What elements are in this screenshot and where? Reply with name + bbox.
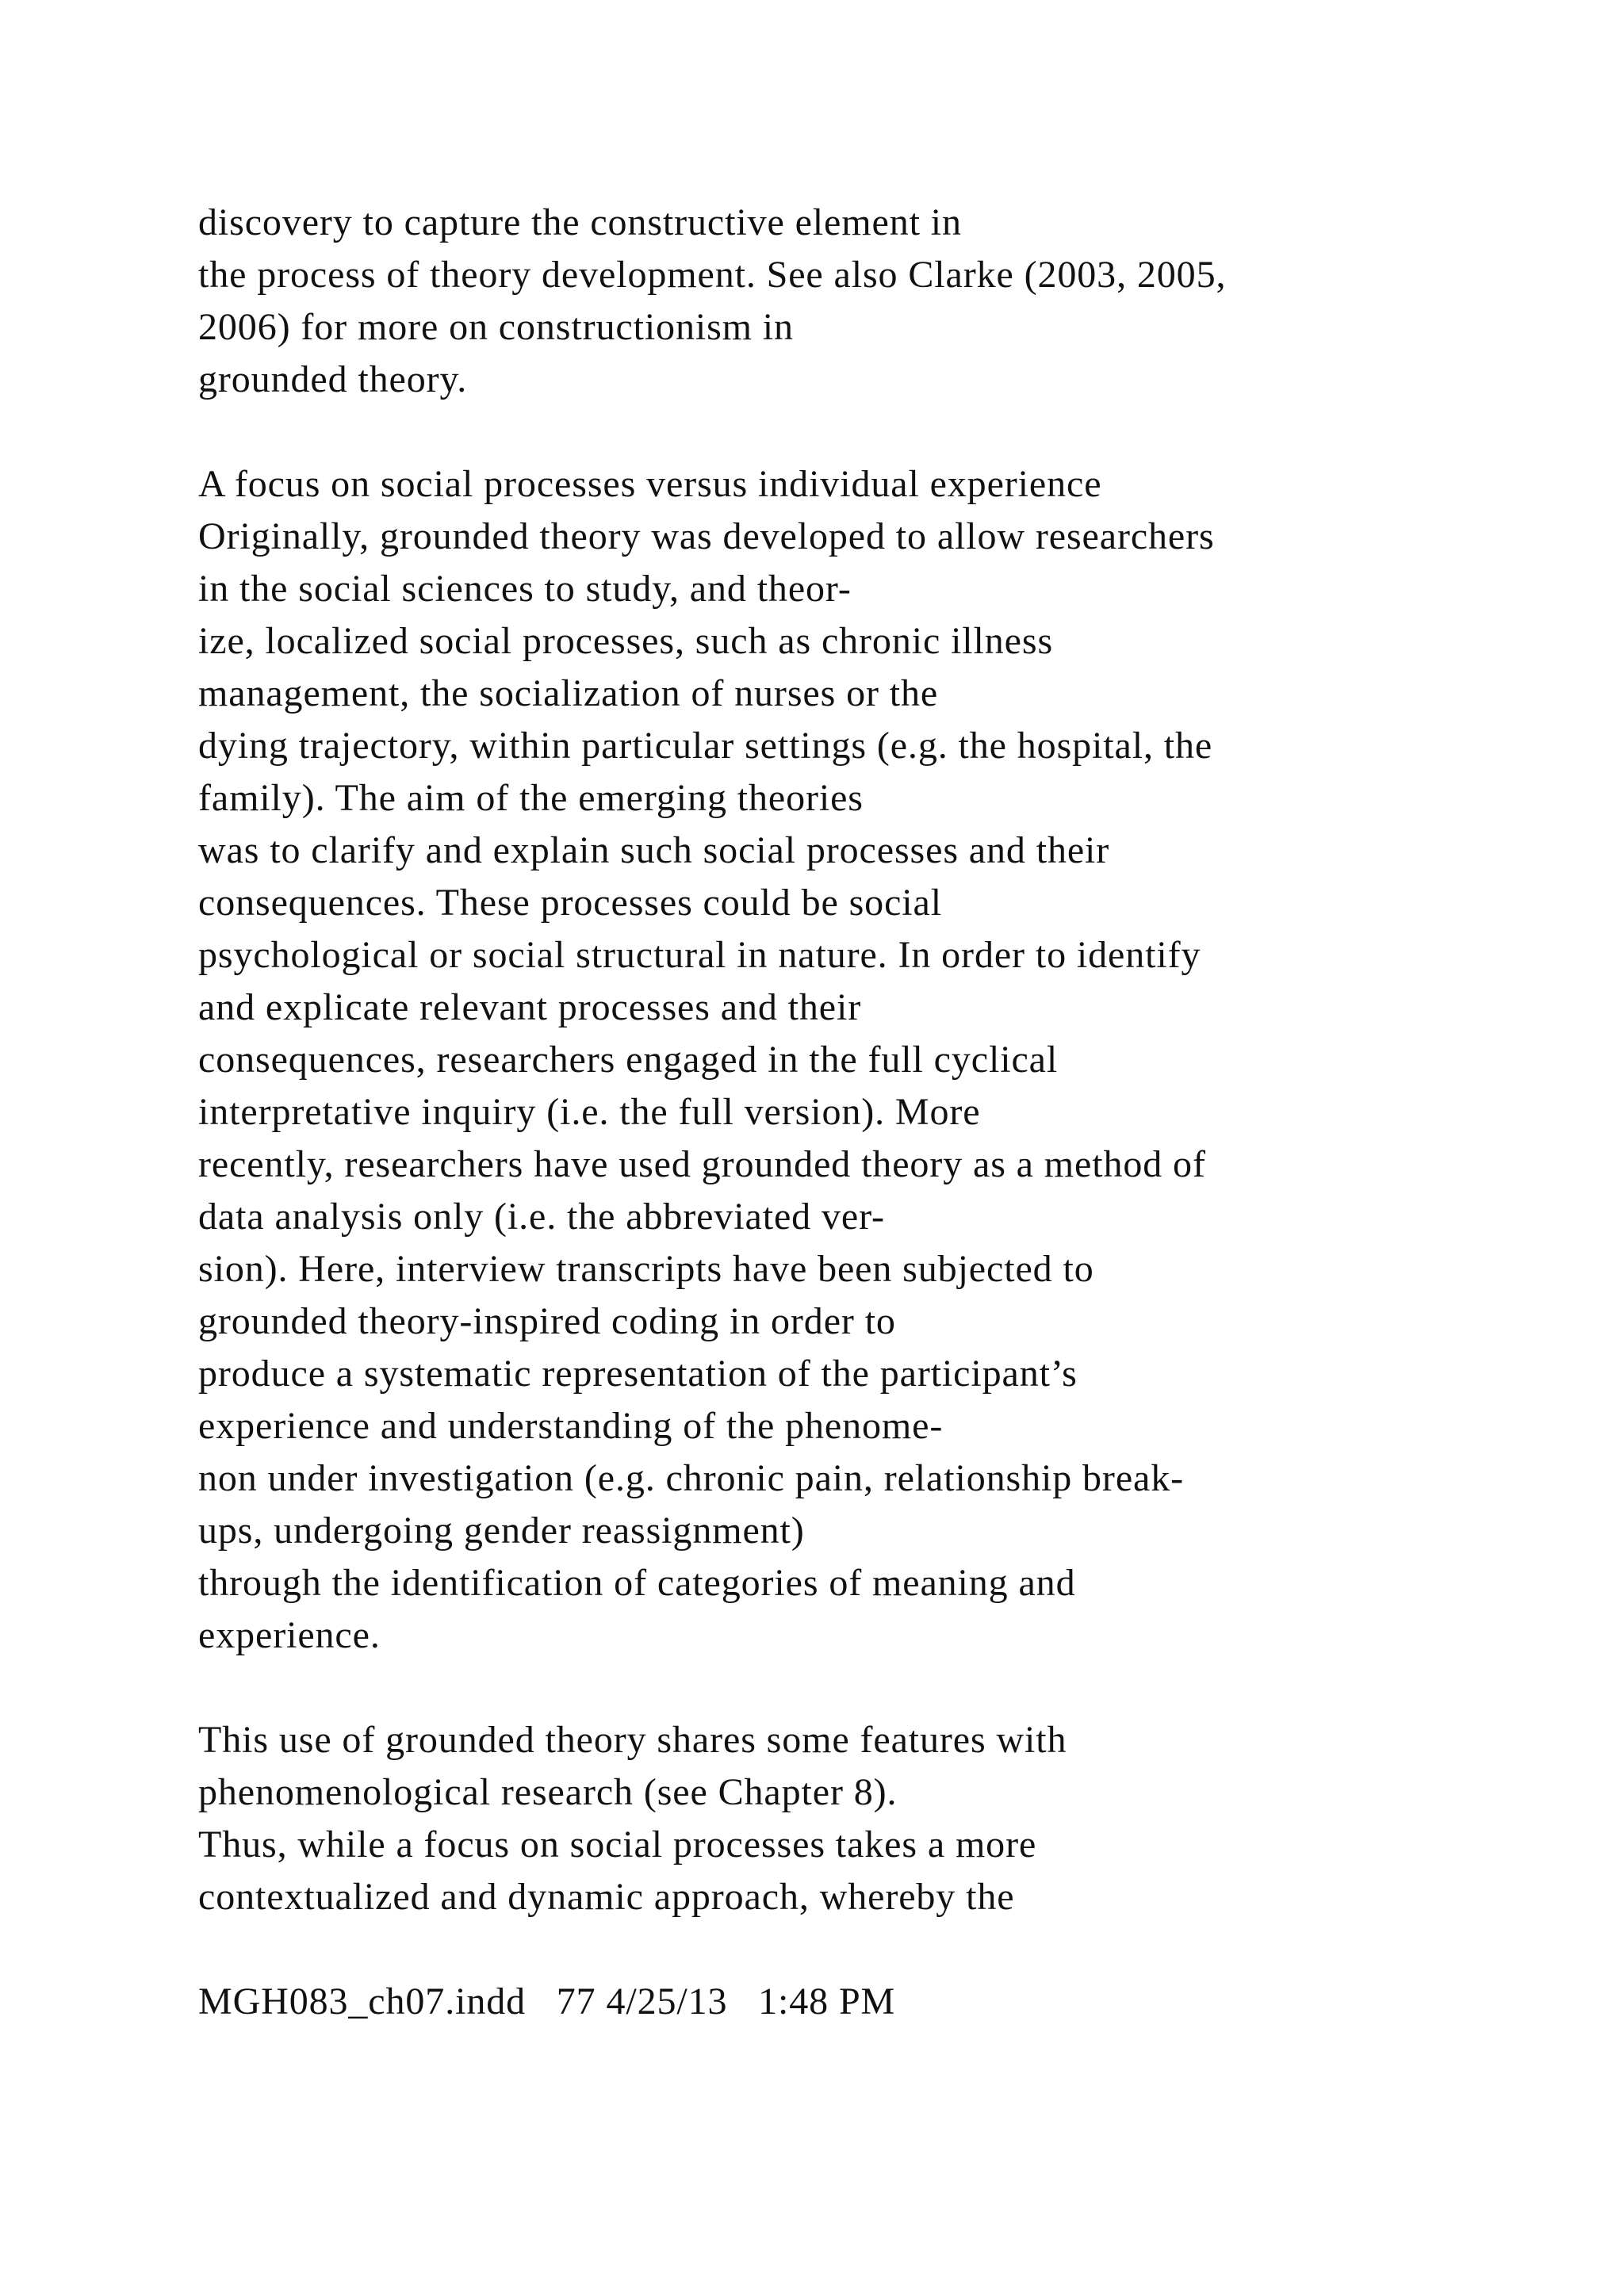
text-line: and explicate relevant processes and their (198, 986, 862, 1028)
text-line: consequences. These processes could be social (198, 882, 942, 924)
text-line: data analysis only (i.e. the abbreviated ver- (198, 1196, 885, 1238)
text-line: the process of theory development. See also Clarke (2003, 2005, (198, 254, 1227, 296)
text-line: ups, undergoing gender reassignment) (198, 1510, 805, 1552)
paragraph-spacer (198, 1923, 1594, 1976)
paragraph-phenomenological (198, 1714, 1594, 1923)
text-line: consequences, researchers engaged in the full cyclical (198, 1039, 1059, 1081)
text-line: management, the socialization of nurses or the (198, 672, 939, 714)
text-line: was to clarify and explain such social processes and their (198, 829, 1110, 871)
text-line: ize, localized social processes, such as chronic illness (198, 620, 1054, 662)
section-social-processes (198, 458, 1594, 1662)
text-line: discovery to capture the constructive element in (198, 201, 962, 243)
text-line: non under investigation (e.g. chronic pain, relationship break- (198, 1457, 1185, 1499)
text-line: contextualized and dynamic approach, whereby the (198, 1876, 1015, 1918)
section-heading: A focus on social processes versus individual experience (198, 463, 1102, 505)
text-line: produce a systematic representation of the participant’s (198, 1353, 1078, 1395)
text-line: dying trajectory, within particular settings (e.g. the hospital, the (198, 725, 1213, 767)
text-line: phenomenological research (see Chapter 8). (198, 1771, 898, 1813)
text-line: grounded theory-inspired coding in order to (198, 1300, 896, 1342)
paragraph-spacer (198, 406, 1594, 458)
text-line: psychological or social structural in nature. In order to identify (198, 934, 1201, 976)
text-line: Thus, while a focus on social processes takes a more (198, 1823, 1037, 1866)
text-line: recently, researchers have used grounded theory as a method of (198, 1143, 1206, 1185)
text-line: sion). Here, interview transcripts have been subjected to (198, 1248, 1094, 1290)
text-line: 2006) for more on constructionism in (198, 306, 794, 348)
text-line: experience. (198, 1614, 381, 1656)
text-line: Originally, grounded theory was developed to allow researchers (198, 515, 1215, 557)
text-line: family). The aim of the emerging theories (198, 777, 864, 819)
document-body (198, 197, 1594, 2028)
paragraph-spacer (198, 1662, 1594, 1714)
text-line: grounded theory. (198, 358, 468, 400)
page-footer: MGH083_ch07.indd 77 4/25/13 1:48 PM (198, 1980, 896, 2022)
text-line: This use of grounded theory shares some features with (198, 1719, 1067, 1761)
paragraph-constructionism (198, 197, 1594, 406)
text-line: in the social sciences to study, and theor- (198, 568, 852, 610)
text-line: interpretative inquiry (i.e. the full version). More (198, 1091, 981, 1133)
text-line: experience and understanding of the phenome- (198, 1405, 944, 1447)
text-line: through the identification of categories of meaning and (198, 1562, 1076, 1604)
